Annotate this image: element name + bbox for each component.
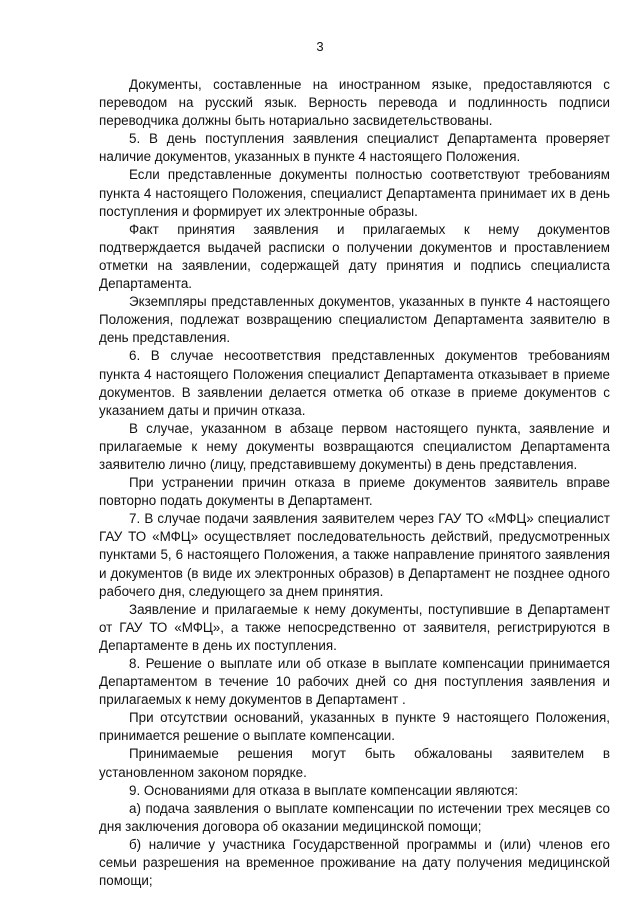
paragraph-item-9a: а) подача заявления о выплате компенсации по истечении трех месяцев со дня заключения договора об оказании медицинской помощи; bbox=[99, 800, 610, 834]
paragraph-receipt: Факт принятия заявления и прилагаемых к нему документов подтверждается выдачей расписки о получении документов и проставлением отметки на заявлении, содержащей дату принятия и подпись специалиста Департамента. bbox=[99, 221, 610, 292]
paragraph-item-9: 9. Основаниями для отказа в выплате компенсации являются: bbox=[129, 782, 519, 798]
paragraph-item-5: 5. В день поступления заявления специалист Департамента проверяет наличие документов, указанных в пункте 4 настоящего Положения. bbox=[99, 131, 610, 165]
page-number: 3 bbox=[316, 39, 324, 54]
paragraph-resubmit: При устранении причин отказа в приеме документов заявитель вправе повторно подать документы в Департамент. bbox=[99, 475, 610, 509]
paragraph-appeal: Принимаемые решения могут быть обжалованы заявителем в установленном законом порядке. bbox=[99, 746, 610, 780]
paragraph-registration: Заявление и прилагаемые к нему документы, поступившие в Департамент от ГАУ ТО «МФЦ», а также непосредственно от заявителя, регистрируются в Департаменте в день их поступления. bbox=[99, 601, 610, 653]
document-body bbox=[99, 76, 610, 890]
paragraph-item-6: 6. В случае несоответствия представленных документов требованиям пункта 4 настоящего Положения специалист Департамента отказывает в приеме документов. В заявлении делается отметка об отказе в приеме документов с указанием даты и причин отказа. bbox=[99, 348, 610, 418]
paragraph-item-7: 7. В случае подачи заявления заявителем через ГАУ ТО «МФЦ» специалист ГАУ ТО «МФЦ» осуществляет последовательность действий, предусмотренных пунктами 5, 6 настоящего Положения, а также направление принятого заявления и документов (в виде их электронных образов) в Департамент не позднее одного рабочего дня, следующего за днем принятия. bbox=[99, 511, 610, 599]
paragraph-copies-returned: Экземпляры представленных документов, указанных в пункте 4 настоящего Положения, подлежат возвращению специалистом Департамента заявителю в день представления. bbox=[99, 294, 610, 346]
paragraph-docs-returned: В случае, указанном в абзаце первом настоящего пункта, заявление и прилагаемые к нему документы возвращаются специалистом Департамента заявителю лично (лицу, представившему документы) в день представления. bbox=[99, 420, 610, 472]
paragraph-decision: При отсутствии оснований, указанных в пункте 9 настоящего Положения, принимается решение о выплате компенсации. bbox=[99, 710, 610, 744]
paragraph-item-9b: б) наличие у участника Государственной программы и (или) членов его семьи разрешения на временное проживание на дату получения медицинской помощи; bbox=[99, 836, 610, 889]
paragraph-docs-compliant: Если представленные документы полностью соответствуют требованиям пункта 4 настоящего Положения, специалист Департамента принимает их в день поступления и формирует их электронные образы. bbox=[99, 167, 610, 219]
paragraph-foreign-docs: Документы, составленные на иностранном языке, предоставляются с переводом на русский язык. Верность перевода и подлинность подписи переводчика должны быть нотариально засвидетельствованы. bbox=[99, 77, 610, 129]
paragraph-item-8: 8. Решение о выплате или об отказе в выплате компенсации принимается Департаментом в течение 10 рабочих дней со дня поступления заявления и прилагаемых к нему документов в Департамент . bbox=[99, 656, 610, 708]
